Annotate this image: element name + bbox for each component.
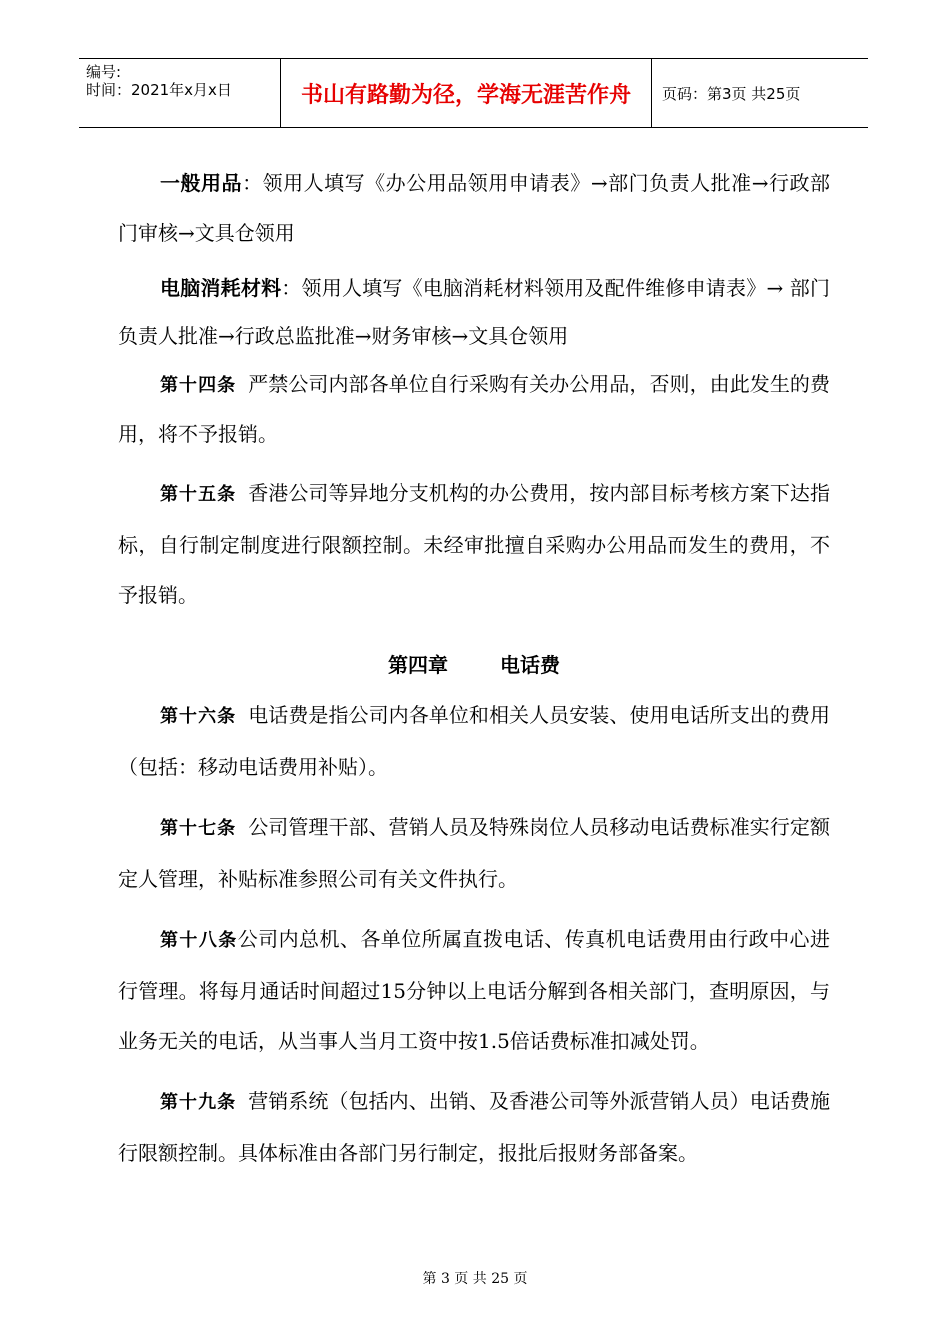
article-18-label: 第十八条: [160, 930, 238, 951]
general-supplies-text: ：领用人填写《办公用品领用申请表》→部门负责人批准→行政部门审核→文具仓领用: [118, 171, 831, 245]
article-19-label: 第十九条: [160, 1092, 237, 1113]
paragraph-general-supplies: [118, 158, 830, 258]
paragraph-computer-consumables: [118, 264, 830, 360]
article-15-text: 香港公司等异地分支机构的办公费用，按内部目标考核方案下达指标，自行制定制度进行限额控制。未经审批擅自采购办公用品而发生的费用，不予报销。: [118, 481, 830, 607]
article-16: [118, 690, 830, 792]
article-18: [118, 914, 830, 1066]
article-17-text: 公司管理干部、营销人员及特殊岗位人员移动电话费标准实行定额定人管理，补贴标准参照公司有关文件执行。: [118, 815, 830, 891]
page-footer: 第 3 页 共 25 页: [422, 1271, 528, 1287]
date-label: 时间：2021年x月x日: [86, 81, 232, 99]
chapter-title: 电话费: [500, 653, 560, 677]
chapter-number: 第四章: [388, 653, 448, 677]
article-16-text: 电话费是指公司内各单位和相关人员安装、使用电话所支出的费用（包括：移动电话费用补贴）。: [118, 703, 830, 779]
header-page-info: 页码：第3页 共25页: [662, 84, 801, 103]
article-19-text: 营销系统（包括内、出销、及香港公司等外派营销人员）电话费施行限额控制。具体标准由各部门另行制定，报批后报财务部备案。: [118, 1089, 830, 1165]
article-18-text: 公司内总机、各单位所属直拨电话、传真机电话费用由行政中心进行管理。将每月通话时间超过15分钟以上电话分解到各相关部门，查明原因，与业务无关的电话，从当事人当月工资中按1.5倍话费标准扣减处罚。: [118, 927, 830, 1053]
page-header: [79, 58, 868, 128]
general-supplies-label: 一般用品: [160, 171, 243, 195]
article-15-label: 第十五条: [160, 484, 237, 505]
chapter-heading: [118, 650, 830, 680]
computer-consumables-label: 电脑消耗材料: [160, 276, 282, 300]
article-17: [118, 802, 830, 904]
article-14-label: 第十四条: [160, 375, 237, 396]
article-16-label: 第十六条: [160, 706, 237, 727]
article-14-text: 严禁公司内部各单位自行采购有关办公用品，否则，由此发生的费用，将不予报销。: [118, 372, 830, 446]
article-14: [118, 360, 830, 458]
document-body: [118, 158, 830, 1178]
header-motto: 书山有路勤为径，学海无涯苦作舟: [280, 59, 652, 127]
computer-consumables-text: ：领用人填写《电脑消耗材料领用及配件维修申请表》→ 部门负责人批准→行政总监批准→财务审核→文具仓领用: [118, 276, 830, 348]
header-meta-cell: [79, 59, 280, 127]
serial-number-label: 编号:: [86, 63, 122, 81]
article-19: [118, 1076, 830, 1178]
article-17-label: 第十七条: [160, 818, 237, 839]
article-15: [118, 468, 830, 620]
